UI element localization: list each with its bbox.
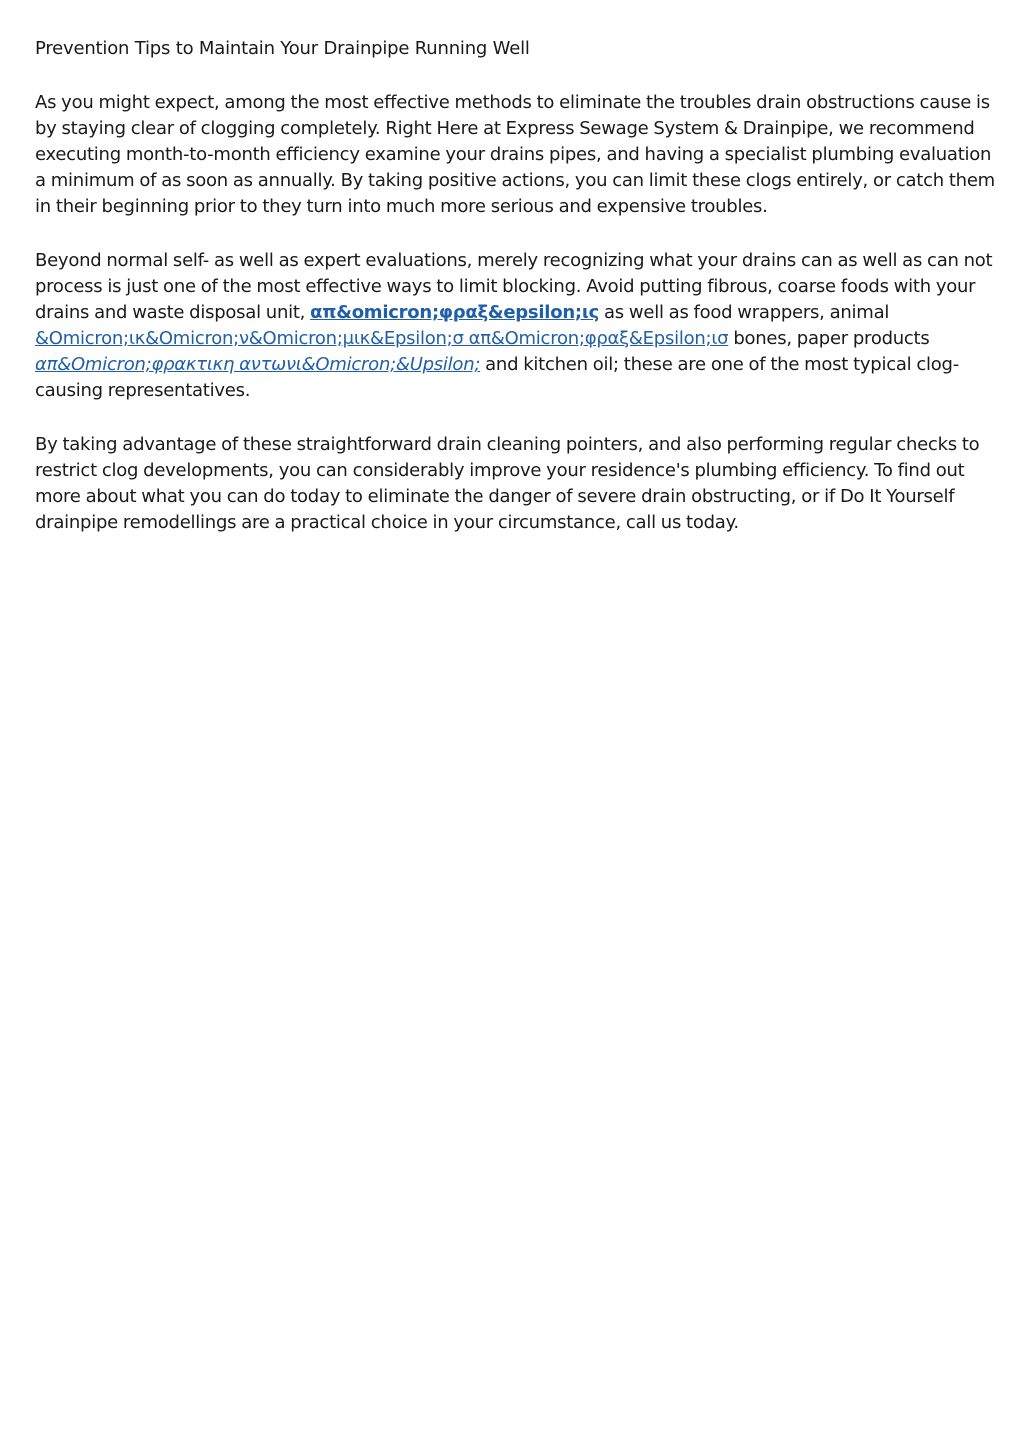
- paragraph-drain-capacity: [35, 248, 995, 404]
- paragraph-text: bones, paper products: [728, 328, 930, 349]
- link-drain-unclogging[interactable]: απ&omicron;φραξ&epsilon;ις: [310, 302, 600, 323]
- link-household-unclogging[interactable]: &Omicron;ικ&Omicron;ν&Omicron;μικ&Epsilon;σ απ&Omicron;φραξ&Epsilon;ισ: [35, 328, 729, 349]
- link-unclogging-antoniou[interactable]: απ&Omicron;φρακτικη αντωνι&Omicron;&Upsilon;: [35, 354, 481, 375]
- document-page: [35, 36, 995, 564]
- paragraph-prevention: As you might expect, among the most effective methods to eliminate the troubles drain obstructions cause is by staying clear of clogging completely. Right Here at Express Sewage System & Drainpipe, we recommend executing month-to-month efficiency examine your drains pipes, and having a specialist plumbing evaluation a minimum of as soon as annually. By taking positive actions, you can limit these clogs entirely, or catch them in their beginning prior to they turn into much more serious and expensive troubles.: [35, 92, 995, 217]
- paragraph-text: as well as food wrappers, animal: [599, 302, 890, 323]
- paragraph-text: Beyond normal self- as well as expert evaluations, merely recognizing what your drains can as well as can not process is just one of the most effective ways to limit blocking. Avoid putting fibrous, coarse foods with your drains and waste disposal unit,: [35, 250, 993, 323]
- paragraph-conclusion: By taking advantage of these straightforward drain cleaning pointers, and also performing regular checks to restrict clog developments, you can considerably improve your residence's plumbing efficiency. To find out more about what you can do today to eliminate the danger of severe drain obstructing, or if Do It Yourself drainpipe remodellings are a practical choice in your circumstance, call us today.: [35, 434, 980, 533]
- paragraph-text: and kitchen oil; these are one of the most typical clog-causing representatives.: [35, 354, 959, 401]
- page-title: Prevention Tips to Maintain Your Drainpipe Running Well: [35, 38, 530, 59]
